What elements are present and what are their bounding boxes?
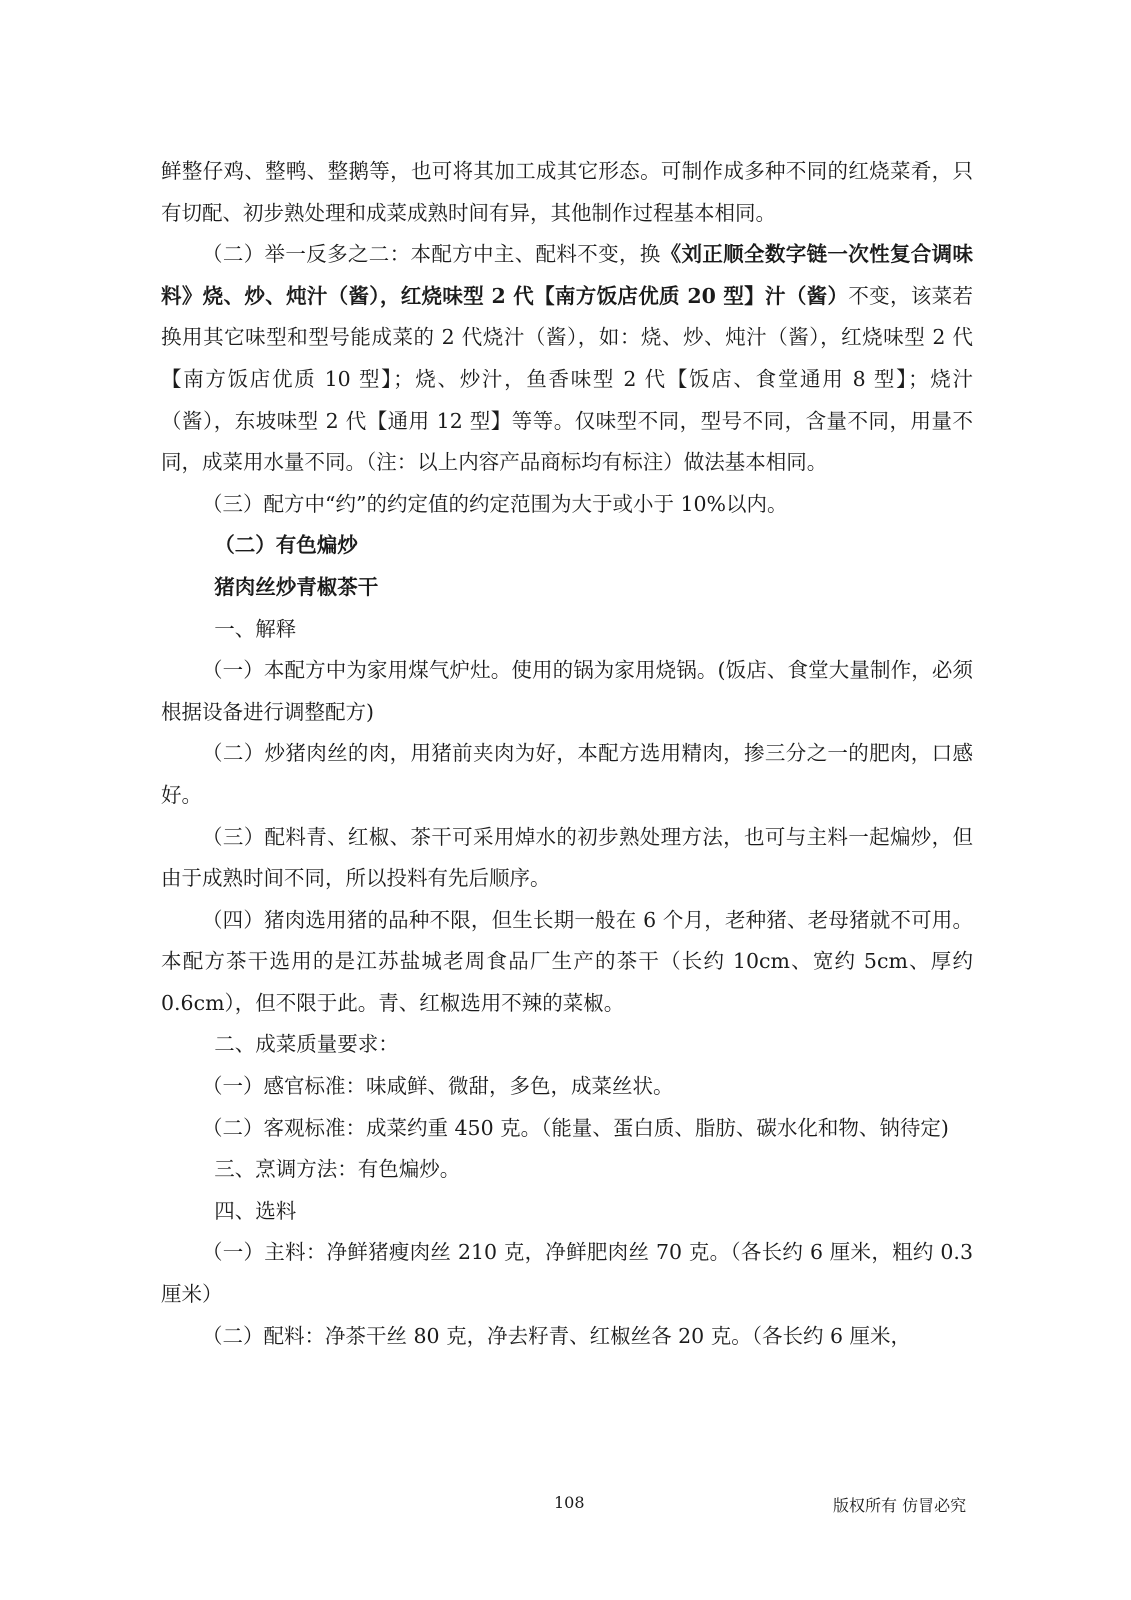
- paragraph-2-part-1: （二）举一反多之二：本配方中主、配料不变，换: [202, 242, 661, 267]
- paragraph-explain-4: （四）猪肉选用猪的品种不限，但生长期一般在 6 个月，老种猪、老母猪就不可用。本配方茶干选用的是江苏盐城老周食品厂生产的茶干（长约 10cm、宽约 5cm、厚约 0.6cm），但不限于此。青、红椒选用不辣的菜椒。: [161, 907, 973, 1015]
- page-number: 108: [554, 1493, 585, 1512]
- paragraph-quality-1: （一）感官标准：味咸鲜、微甜，多色，成菜丝状。: [202, 1074, 674, 1099]
- heading-explanation: 一、解释: [214, 616, 297, 641]
- heading-ingredients: 四、选料: [214, 1198, 297, 1223]
- paragraph-1: 鲜整仔鸡、整鸭、整鹅等，也可将其加工成其它形态。可制作成多种不同的红烧菜肴，只有切配、初步熟处理和成菜成熟时间有异，其他制作过程基本相同。: [161, 159, 973, 225]
- paragraph-quality-2: （二）客观标准：成菜约重 450 克。（能量、蛋白质、脂肪、碳水化和物、钠待定): [202, 1115, 949, 1140]
- paragraph-2-bold-part: 《刘正顺全数字链一次性复合调味料》烧、炒、炖汁（酱），红烧味型 2 代【南方饭店优质 20 型】汁（酱）: [161, 242, 974, 308]
- paragraph-explain-1: （一）本配方中为家用煤气炉灶。使用的锅为家用烧锅。(饭店、食堂大量制作，必须根据设备进行调整配方): [161, 658, 973, 724]
- paragraph-explain-3: （三）配料青、红椒、茶干可采用焯水的初步熟处理方法，也可与主料一起煸炒，但由于成熟时间不同，所以投料有先后顺序。: [161, 824, 973, 891]
- heading-quality: 二、成菜质量要求：: [214, 1032, 399, 1057]
- paragraph-3: （三）配方中“约”的约定值的约定范围为大于或小于 10%以内。: [202, 491, 788, 516]
- recipe-title: 猪肉丝炒青椒茶干: [214, 574, 379, 599]
- section-heading: （二）有色煸炒: [214, 533, 358, 558]
- body-text: [161, 151, 973, 1357]
- paragraph-2: [161, 234, 973, 484]
- paragraph-side-ingredient: （二）配料：净茶干丝 80 克，净去籽青、红椒丝各 20 克。（各长约 6 厘米，: [202, 1323, 912, 1348]
- copyright-notice: 版权所有 仿冒必究: [833, 1496, 967, 1515]
- heading-method: 三、烹调方法：有色煸炒。: [214, 1157, 461, 1182]
- paragraph-main-ingredient: （一）主料：净鲜猪瘦肉丝 210 克，净鲜肥肉丝 70 克。（各长约 6 厘米，粗约 0.3 厘米）: [161, 1240, 973, 1307]
- paragraph-explain-2: （二）炒猪肉丝的肉，用猪前夹肉为好，本配方选用精肉，掺三分之一的肥肉，口感好。: [161, 741, 973, 807]
- paragraph-2-part-3: 不变，该菜若换用其它味型和型号能成菜的 2 代烧汁（酱），如：烧、炒、炖汁（酱），红烧味型 2 代【南方饭店优质 10 型】；烧、炒汁，鱼香味型 2 代【饭店、食堂通用 8 型】；烧汁（酱），东坡味型 2 代【通用 12 型】等等。仅味型不同，型号不同，含量不同，用量不同，成菜用水量不同。（注：以上内容产品商标均有标注）做法基本相同。: [161, 283, 973, 475]
